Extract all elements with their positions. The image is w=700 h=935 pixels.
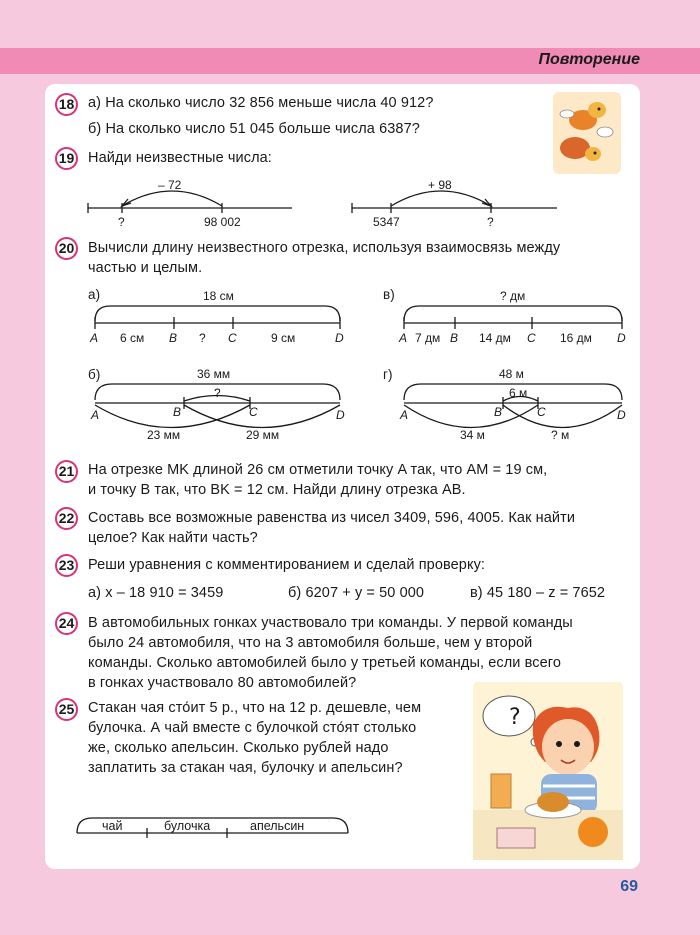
ex20b-tag: б): [88, 367, 101, 382]
ex20b-point-d: D: [336, 408, 345, 422]
ex19-left-q: ?: [118, 215, 125, 229]
segment-20v: [404, 306, 622, 329]
ex20g-point-b: B: [494, 405, 503, 419]
ex20a-point-c: C: [228, 331, 237, 345]
arc-minus-72: [122, 191, 222, 206]
ex20a-total: 18 см: [203, 289, 234, 303]
exercise-number-18: 18: [55, 93, 78, 116]
ex20g-total: 48 м: [499, 367, 524, 381]
ex23-eq-v: в) 45 180 – z = 7652: [470, 585, 606, 601]
ex20a-point-d: D: [335, 331, 344, 345]
ex20g-l2: ? м: [551, 428, 570, 442]
ex20-line2: частью и целым.: [88, 260, 203, 276]
ex20v-p3: 16 дм: [560, 331, 592, 345]
ex23-eq-b: б) 6207 + y = 50 000: [288, 585, 425, 601]
ex20a-p2: ?: [199, 331, 206, 345]
page-number: 69: [620, 878, 638, 895]
ex20g-tag: г): [383, 367, 393, 382]
ex25-line4: заплатить за стакан чая, булочку и апельсин?: [88, 760, 403, 776]
ex25-line3: же, сколько апельсин. Сколько рублей надо: [88, 740, 389, 756]
ex22-line1: Составь все возможные равенства из чисел 3409, 596, 4005. Как найти: [88, 510, 576, 526]
ex23-eq-a: а) x – 18 910 = 3459: [88, 585, 224, 601]
number-line-19-left: [88, 191, 292, 213]
ex20a-point-a: A: [90, 331, 99, 345]
ex20v-p1: 7 дм: [415, 331, 441, 345]
ex25-seg2: булочка: [164, 819, 211, 833]
ex20v-total: ? дм: [500, 289, 526, 303]
ex20a-p1: 6 см: [120, 331, 145, 345]
ex21-line1: На отрезке MK длиной 26 см отметили точку A так, что AM = 19 см,: [88, 462, 548, 478]
ex25-seg3: апельсин: [250, 819, 305, 833]
exercise-number-19: 19: [55, 147, 78, 170]
ex20a-p3: 9 см: [271, 331, 296, 345]
ex20b-total: 36 мм: [197, 367, 231, 381]
ex21-line2: и точку B так, что BK = 12 см. Найди длину отрезка AB.: [88, 482, 466, 498]
ex20v-point-a: A: [399, 331, 408, 345]
ex20v-point-c: C: [527, 331, 536, 345]
section-title: Повторение: [538, 51, 640, 68]
ex20b-l1: 23 мм: [147, 428, 181, 442]
ex25-line1: Стакан чая сто́ит 5 р., что на 12 р. дешевле, чем: [88, 700, 422, 716]
ex20b-point-b: B: [173, 405, 182, 419]
exercise-number-24: 24: [55, 612, 78, 635]
ex24-line3: команды. Сколько автомобилей было у третьей команды, если всего: [88, 655, 562, 671]
ex19-text: Найди неизвестные числа:: [88, 150, 272, 166]
ex22-line2: целое? Как найти часть?: [88, 530, 258, 546]
ex19-right-q: ?: [487, 215, 494, 229]
ex24-line2: было 24 автомобиля, что на 3 автомобиля больше, чем у второй: [88, 635, 533, 651]
ex18-question-a: а) На сколько число 32 856 меньше числа 40 912?: [88, 95, 434, 111]
ex20b-q: ?: [214, 386, 221, 400]
thought-question-mark: ?: [509, 705, 521, 730]
arc-plus-98: [391, 191, 491, 206]
ex20a-tag: а): [88, 287, 101, 302]
ex20v-point-b: B: [450, 331, 459, 345]
ex20v-p2: 14 дм: [479, 331, 511, 345]
boy-tea-illustration: [473, 682, 623, 860]
ex20g-point-c: C: [537, 405, 546, 419]
ex24-line4: в гонках участвовало 80 автомобилей?: [88, 675, 357, 691]
ex20g-point-a: A: [400, 408, 409, 422]
exercise-number-21: 21: [55, 460, 78, 483]
ex20g-mid: 6 м: [509, 386, 528, 400]
exercise-number-25: 25: [55, 698, 78, 721]
ex25-seg1: чай: [102, 819, 123, 833]
ex19-right-val: 5347: [373, 215, 400, 229]
ex19-right-op: + 98: [428, 178, 452, 192]
ex20g-l1: 34 м: [460, 428, 485, 442]
bees-illustration: [553, 92, 621, 174]
segment-20a: [95, 306, 340, 329]
ex20g-point-d: D: [617, 408, 626, 422]
ex23-text: Реши уравнения с комментированием и сделай проверку:: [88, 557, 486, 573]
ex20a-point-b: B: [169, 331, 178, 345]
ex19-left-op: – 72: [158, 178, 182, 192]
ex20-line1: Вычисли длину неизвестного отрезка, используя взаимосвязь между: [88, 240, 561, 256]
exercise-number-20: 20: [55, 237, 78, 260]
ex24-line1: В автомобильных гонках участвовало три команды. У первой команды: [88, 615, 573, 631]
ex20b-l2: 29 мм: [246, 428, 280, 442]
ex18-question-b: б) На сколько число 51 045 больше числа 6387?: [88, 121, 420, 137]
ex20b-point-c: C: [249, 405, 258, 419]
ex19-left-val: 98 002: [204, 215, 241, 229]
ex20v-tag: в): [383, 287, 395, 302]
exercise-number-23: 23: [55, 554, 78, 577]
ex25-line2: булочка. А чай вместе с булочкой сто́ят столько: [88, 720, 417, 736]
number-line-19-right: [352, 191, 557, 213]
ex20b-point-a: A: [91, 408, 100, 422]
ex20v-point-d: D: [617, 331, 626, 345]
exercise-number-22: 22: [55, 507, 78, 530]
